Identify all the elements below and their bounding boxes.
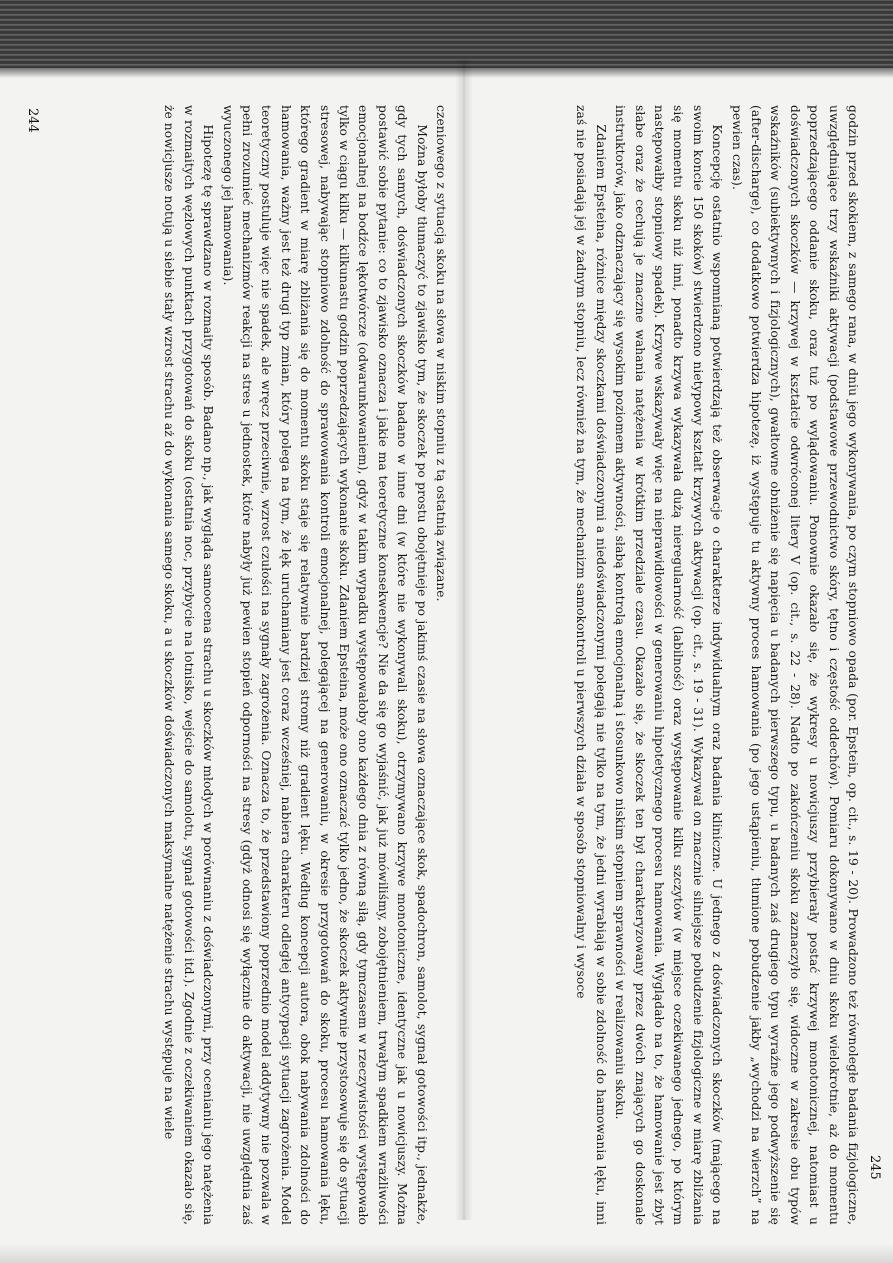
paragraph: czeniowego z sytuacją skoku na słowa w niskim stopniu z tą ostatnią związane.	[434, 105, 448, 602]
page-244-text	[40, 105, 450, 1225]
page-244	[40, 105, 450, 1225]
paragraph: Można byłoby tłumaczyć to zjawisko tym, że skoczek po prostu obojętnieje po jakimś czasie na słowa oznaczające skok, spadochron, samolot, sygnał gotowości itp., jednakże, gdy tych samych, doświadczonych skoczków badano w inne dni (w które nie wykonywali skoku), otrzymywano krzywe monotoniczne, identyczne jak u nowicjuszy. Można postawić sobie pytanie: co to zjawisko oznacza i jakie ma teoretyczne konsekwencje? Nie da się go wyjaśnić, jak już mówiliśmy, zobojętnieniem, trwałym spadkiem wrażliwości emocjonalnej na bodźce lękotwórcze (odwarunkowaniem), gdyż w takim wypadku występowałoby ono każdego dnia z równą siłą, gdy tymczasem w rzeczywistości występowało tylko w ciągu kilku — kilkunastu godzin poprzedzających wykonanie skoku. Zdaniem Epsteina, może ono oznaczać tylko jedno, że skoczek aktywnie przystosowuje się do sytuacji stresowej, nabywając stopniowo zdolność do sprawowania kontroli emocjonalnej, polegającej na generowaniu, w okresie przygotowań do skoku, procesu hamowania lęku, którego gradient w miarę zbliżania się do momentu skoku staje się relatywnie bardziej stromy niż gradient lęku. Według koncepcji autora, obok nabywania zdolności do hamowania, ważny jest też drugi typ zmian, który polega na tym, że lęk uruchamiany jest coraz wcześniej, nabiera charakteru odległej antycypacji sytuacji zagrożenia. Model teoretyczny postuluje więc nie spadek, ale wręcz przeciwnie, wzrost czułości na sygnały zagrożenia. Oznacza to, że przedstawiony poprzednio model addytywny nie pozwala w pełni zrozumieć mechanizmów reakcji na stres u jednostek, które nabyły już pewien stopień odporności na stresy (gdyż odnosi się wyłącznie do aktywacji, nie uwzględnia zaś wyuczonego jej hamowania).	[220, 105, 429, 1225]
scan-bottom-edge	[0, 1243, 893, 1263]
page-number: 245	[867, 1155, 882, 1180]
paragraph: godzin przed skokiem, z samego rana, w dniu jego wykonywania, po czym stopniowo opada (por. Epstein, op. cit., s. 19 - 20). Prowadzono też równoległe badania fizjologiczne, uwzględniające trzy wskaźniki aktywacji (podstawowe przewodnictwo skóry, tętno i częstość oddechów). Pomiaru dokonywano w dniu skoku wielokrotnie, aż do momentu poprzedzającego oddanie skoku, oraz tuż po wylądowaniu. Ponownie okazało się, że wykresy u nowicjuszy przybierały postać krzywej monotonicznej, natomiast u doświadczonych skoczków — krzywej w kształcie odwróconej litery V (op. cit., s. 22 - 28). Nadto po zakończeniu skoku zaznaczyło się, widoczne w zakresie obu typów wskaźników (subiektywnych i fizjologicznych), gwałtowne obniżenie się napięcia u badanych pierwszego typu, u badanych zaś drugiego typu wyraźne jego podwyższenie się (after-discharge), co dodatkowo potwierdza hipotezę, iż występuje tu aktywny proces hamowania (po jego ustąpieniu, tłumione pobudzenie jakby „wychodzi na wierzch” na pewien czas).	[729, 105, 860, 1225]
page-number: 244	[25, 108, 40, 133]
paragraph: Zdaniem Epsteina, różnice między skoczkami doświadczonymi a niedoświadczonymi polegają nie tylko na tym, że jedni wyrabiają w sobie zdolność do hamowania lęku, inni zaś nie posiadają jej w żadnym stopniu, lecz również na tym, że mechanizm samokontroli u pierwszych działa w sposób stopniowalny i wysoce	[574, 105, 608, 1225]
page-245	[452, 105, 862, 1225]
page-245-text	[452, 105, 862, 1225]
paragraph: Koncepcję ostatnio wspomnianą potwierdzają też obserwacje o charakterze indywidualnym oraz badania kliniczne. U jednego z doświadczonych skoczków (mającego na swoim koncie 150 skoków) stwierdzono nietypowy kształt krzywych aktywacji (op. cit., s. 19 - 31). Wykazywał on znacznie silniejsze pobudzenie fizjologiczne w miarę zbliżania się momentu skoku niż inni, ponadto krzywa wykazywała dużą nieregularność (labilność) oraz występowanie kilku szczytów (w miejsce oczekiwanego jednego, po którym następowałby stopniowy spadek). Krzywe wskazywały więc na nieprawidłowości w generowaniu hipotetycznego procesu hamowania. Wyglądało na to, że hamowanie jest zbyt słabe oraz że cechują je znaczne wahania natężenia w krótkim przedziale czasu. Okazało się, że skoczek ten był charakteryzowany przez dwóch znających go doskonale instruktorów, jako odznaczający się wysokim poziomem aktywności, słabą kontrolą emocjonalną i stosunkowo niskim stopniem sprawności w realizowaniu skoku.	[613, 105, 725, 1225]
scanner-edge-shadow	[0, 0, 893, 68]
paragraph: Hipotezę tę sprawdzano w rozmaity sposób. Badano np., jak wygląda samoocena strachu u skoczków młodych w porównaniu z doświadczonymi, przy ocenianiu jego natężenia w rozmaitych węzłowych punktach przygotowań do skoku (ostatnia noc, przybycie na lotnisko, wejście do samolotu, sygnał gotowości itd.). Zgodnie z oczekiwaniem okazało się, że nowicjusze notują u siebie stały wzrost strachu aż do wykonania samego skoku, a u skoczków doświadczonych maksymalne natężenie strachu występuje na wiele	[162, 105, 216, 1225]
